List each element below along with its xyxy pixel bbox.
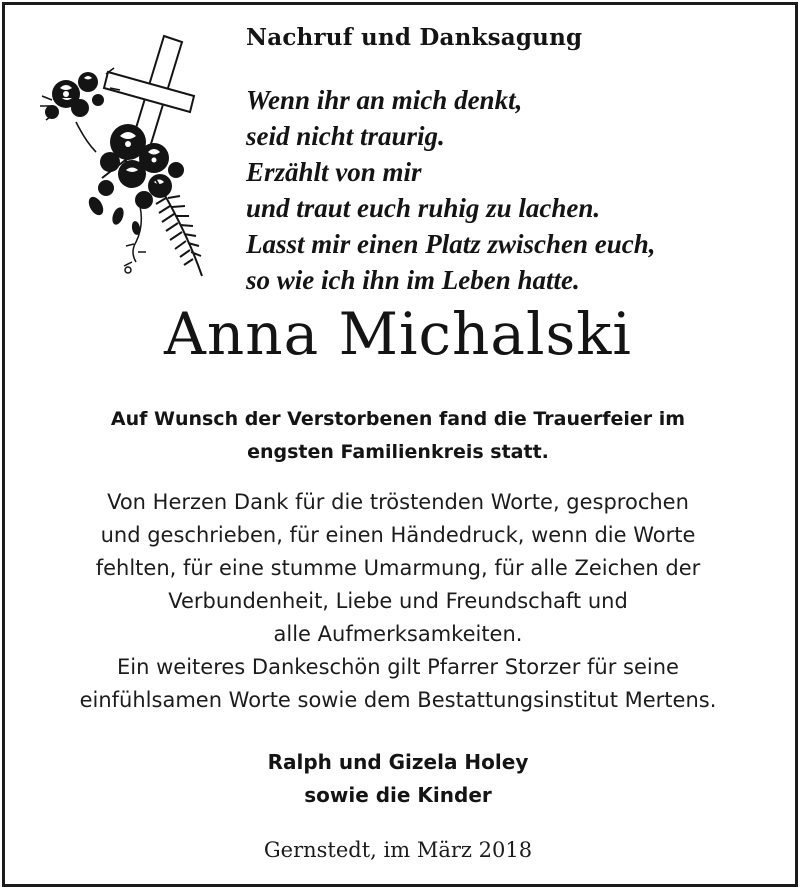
- ceremony-note-line: engsten Familienkreis statt.: [247, 441, 549, 463]
- signers: [0, 746, 796, 812]
- thanks-line: Von Herzen Dank für die tröstenden Worte, gesprochen: [107, 490, 689, 514]
- thanks-line: fehlten, für eine stumme Umarmung, für alle Zeichen der: [95, 556, 701, 580]
- cross-with-roses-icon: [36, 30, 216, 282]
- signer-line: sowie die Kinder: [304, 783, 492, 807]
- signer-line: Ralph und Gizela Holey: [267, 750, 529, 774]
- poem-line: Erzählt von mir: [246, 157, 422, 187]
- thanks-line: alle Aufmerksamkeiten.: [273, 622, 523, 646]
- poem-line: seid nicht traurig.: [246, 121, 445, 151]
- deceased-name: Anna Michalski: [164, 300, 632, 368]
- thanks-line: und geschrieben, für einen Händedruck, wenn die Worte: [100, 523, 696, 547]
- poem-line: Lasst mir einen Platz zwischen euch,: [246, 229, 656, 259]
- ceremony-note-line: Auf Wunsch der Verstorbenen fand die Trauerfeier im: [110, 408, 686, 430]
- thanks-line: Ein weiteres Dankeschön gilt Pfarrer Storzer für seine: [117, 655, 679, 679]
- poem-line: und traut euch ruhig zu lachen.: [246, 193, 601, 223]
- thanks-text: [0, 486, 796, 717]
- thanks-line: Verbundenheit, Liebe und Freundschaft und: [168, 589, 628, 613]
- notice-heading: Nachruf und Danksagung: [246, 24, 583, 51]
- ceremony-note: [0, 403, 796, 469]
- poem-line: Wenn ihr an mich denkt,: [246, 85, 523, 115]
- poem-line: so wie ich ihn im Leben hatte.: [246, 265, 580, 295]
- memorial-poem: [246, 82, 656, 298]
- place-and-date: Gernstedt, im März 2018: [263, 838, 533, 862]
- thanks-line: einfühlsamen Worte sowie dem Bestattungsinstitut Mertens.: [79, 688, 717, 712]
